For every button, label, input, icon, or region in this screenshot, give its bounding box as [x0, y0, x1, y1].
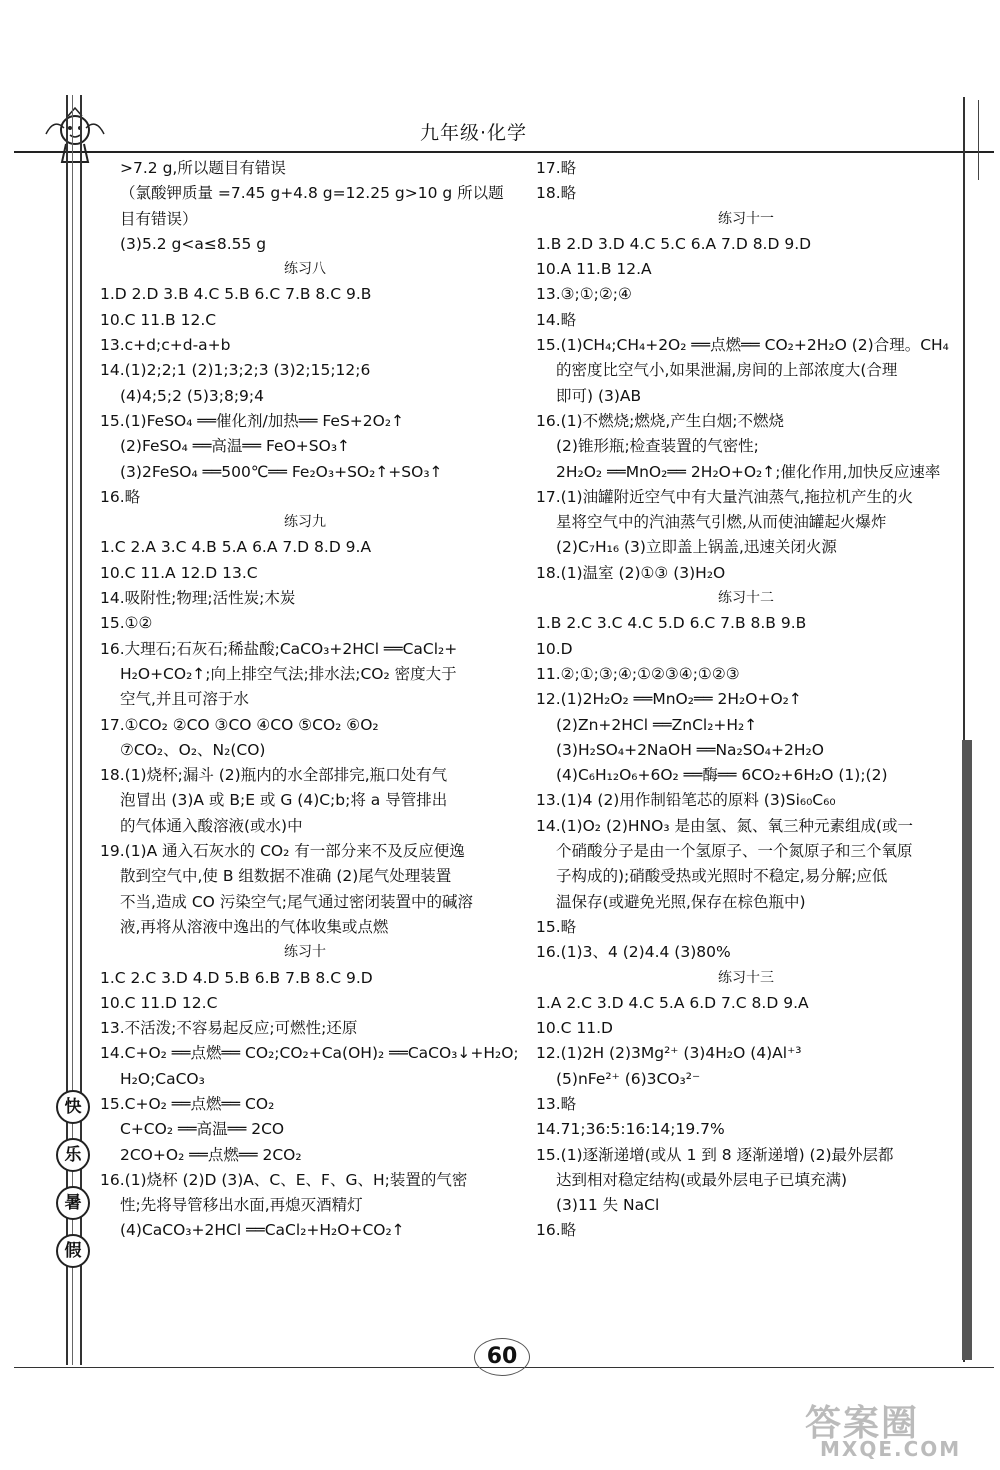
answer-line: (3)2FeSO₄ ══500℃══ Fe₂O₃+SO₂↑+SO₃↑ [120, 462, 443, 481]
answer-line: 11.②;①;③;④;①②③④;①②③ [536, 664, 740, 683]
answer-line: 10.A 11.B 12.A [536, 260, 652, 279]
answer-line: 13.不活泼;不容易起反应;可燃性;还原 [100, 1019, 358, 1038]
answer-line: 16.大理石;石灰石;稀盐酸;CaCO₃+2HCl ══CaCl₂+ [100, 639, 458, 658]
answer-line: 14.吸附性;物理;活性炭;木炭 [100, 589, 296, 608]
answer-line: 的密度比空气小,如果泄漏,房间的上部浓度大(合理 [556, 361, 898, 380]
answer-line: 16.(1)不燃烧;燃烧,产生白烟;不燃烧 [536, 411, 784, 430]
answer-line: H₂O+CO₂↑;向上排空气法;排水法;CO₂ 密度大于 [120, 664, 457, 683]
badge-stack [56, 1090, 90, 1282]
watermark-logo: 答案圈 [805, 1403, 920, 1444]
section-heading: 练习八 [284, 261, 326, 278]
answer-line: ⑦CO₂、O₂、N₂(CO) [120, 740, 266, 759]
answer-line: (4)4;5;2 (5)3;8;9;4 [120, 386, 264, 405]
answer-line: 15.C+O₂ ══点燃══ CO₂ [100, 1094, 275, 1113]
answer-line: 14.略 [536, 310, 577, 329]
answer-line: 14.(1)O₂ (2)HNO₃ 是由氢、氮、氧三种元素组成(或一 [536, 816, 914, 835]
right-margin-tick [978, 100, 979, 180]
section-heading: 练习十一 [718, 210, 774, 227]
answer-line: 液,再将从溶液中逸出的气体收集或点燃 [120, 917, 389, 936]
answer-line: 空气,并且可溶于水 [120, 690, 249, 709]
answer-line: 17.①CO₂ ②CO ③CO ④CO ⑤CO₂ ⑥O₂ [100, 715, 379, 734]
answer-line: 1.A 2.C 3.D 4.C 5.A 6.D 7.C 8.D 9.A [536, 993, 809, 1012]
page-number: 60 [474, 1338, 530, 1376]
answer-line: 17.(1)油罐附近空气中有大量汽油蒸气,拖拉机产生的火 [536, 487, 914, 506]
answer-line: 1.C 2.C 3.D 4.D 5.B 6.B 7.B 8.C 9.D [100, 968, 373, 987]
answer-line: 12.(1)2H₂O₂ ══MnO₂══ 2H₂O+O₂↑ [536, 690, 802, 709]
answer-line: 10.C 11.B 12.C [100, 310, 217, 329]
answer-line: (5)nFe²⁺ (6)3CO₃²⁻ [556, 1069, 701, 1088]
answer-line: 1.D 2.D 3.B 4.C 5.B 6.C 7.B 8.C 9.B [100, 285, 372, 304]
badge-char: 暑 [56, 1186, 90, 1220]
answer-line: 14.C+O₂ ══点燃══ CO₂;CO₂+Ca(OH)₂ ══CaCO₃↓+H₂O; [100, 1044, 519, 1063]
answer-line: 16.略 [100, 487, 141, 506]
answer-line: 18.(1)温室 (2)①③ (3)H₂O [536, 563, 726, 582]
answer-line: 的气体通入酸溶液(或水)中 [120, 816, 303, 835]
answer-line: 散到空气中,使 B 组数据不准确 (2)尾气处理装置 [120, 867, 452, 886]
answer-column-right [536, 156, 956, 1244]
answer-line: (3)5.2 g<a≤8.55 g [120, 234, 267, 253]
answer-line: 不当,造成 CO 污染空气;尾气通过密闭装置中的碱溶 [120, 892, 474, 911]
answer-line: 19.(1)A 通入石灰水的 CO₂ 有一部分来不及反应便逸 [100, 842, 465, 861]
answer-line: 温保存(或避免光照,保存在棕色瓶中) [556, 892, 806, 911]
answer-line: 16.(1)烧杯 (2)D (3)A、C、E、F、G、H;装置的气密 [100, 1170, 468, 1189]
answer-line: 1.B 2.D 3.D 4.C 5.C 6.A 7.D 8.D 9.D [536, 234, 812, 253]
answer-line: 15.略 [536, 917, 577, 936]
answer-line: (3)H₂SO₄+2NaOH ══Na₂SO₄+2H₂O [556, 740, 824, 759]
answer-line: 17.略 [536, 159, 577, 177]
right-margin-band [962, 740, 972, 1360]
answer-line: 目有错误） [120, 209, 198, 228]
answer-line: 泡冒出 (3)A 或 B;E 或 G (4)C;b;将 a 导管排出 [120, 791, 448, 810]
badge-char: 假 [56, 1234, 90, 1268]
answer-line: >7.2 g,所以题目有错误 [120, 159, 286, 177]
answer-column-left [100, 156, 519, 1244]
answer-line: 13.c+d;c+d-a+b [100, 336, 231, 355]
answer-line: C+CO₂ ══高温══ 2CO [120, 1120, 285, 1139]
badge-char: 乐 [56, 1138, 90, 1172]
answer-line: 1.C 2.A 3.C 4.B 5.A 6.A 7.D 8.D 9.A [100, 538, 372, 557]
answer-line: (2)锥形瓶;检查装置的气密性; [556, 437, 759, 456]
section-heading: 练习九 [284, 514, 326, 531]
answer-line: 1.B 2.C 3.C 4.C 5.D 6.C 7.B 8.B 9.B [536, 614, 807, 633]
answer-line: 10.C 11.D [536, 1019, 613, 1038]
answer-line: 即可) (3)AB [556, 386, 642, 405]
answer-line: 2CO+O₂ ══点燃══ 2CO₂ [120, 1145, 302, 1164]
answer-line: (2)Zn+2HCl ══ZnCl₂+H₂↑ [556, 715, 758, 734]
answer-line: 13.(1)4 (2)用作制铅笔芯的原料 (3)Si₆₀C₆₀ [536, 791, 836, 810]
answer-line: 13.略 [536, 1094, 577, 1113]
answer-line: 16.(1)3、4 (2)4.4 (3)80% [536, 943, 731, 962]
answer-line: 子构成的);硝酸受热或光照时不稳定,易分解;应低 [556, 867, 888, 886]
answer-line: (2)C₇H₁₆ (3)立即盖上锅盖,迅速关闭火源 [556, 538, 837, 557]
header-rule [14, 151, 994, 153]
answer-line: 15.(1)CH₄;CH₄+2O₂ ══点燃══ CO₂+2H₂O (2)合理。CH₄ [536, 336, 949, 355]
answer-line: (2)FeSO₄ ══高温══ FeO+SO₃↑ [120, 437, 351, 456]
answer-line: 性;先将导管移出水面,再熄灭酒精灯 [120, 1196, 363, 1215]
answer-line: 14.(1)2;2;1 (2)1;3;2;3 (3)2;15;12;6 [100, 361, 371, 380]
answer-line: 个硝酸分子是由一个氢原子、一个氮原子和三个氧原 [556, 842, 913, 861]
answer-line: 15.①② [100, 614, 153, 633]
answer-line: 18.(1)烧杯;漏斗 (2)瓶内的水全部排完,瓶口处有气 [100, 766, 448, 785]
page-title: 九年级·化学 [420, 122, 528, 144]
answer-line: 13.③;①;②;④ [536, 285, 632, 304]
answer-line: 16.略 [536, 1221, 577, 1240]
answer-line: (3)11 失 NaCl [556, 1196, 660, 1215]
answer-line: 10.D [536, 639, 573, 658]
answer-line: 18.略 [536, 184, 577, 203]
answer-line: 14.71;36:5:16:14;19.7% [536, 1120, 725, 1139]
answer-line: 达到相对稳定结构(或最外层电子已填充满) [556, 1170, 848, 1189]
answer-line: 12.(1)2H (2)3Mg²⁺ (3)4H₂O (4)Al⁺³ [536, 1044, 802, 1063]
section-heading: 练习十二 [718, 590, 774, 607]
section-heading: 练习十 [284, 944, 326, 961]
answer-line: 15.(1)逐渐递增(或从 1 到 8 逐渐递增) (2)最外层都 [536, 1145, 894, 1164]
answer-line: H₂O;CaCO₃ [120, 1069, 205, 1088]
answer-line: 10.C 11.D 12.C [100, 993, 218, 1012]
watermark-url: MXQE.COM [820, 1437, 962, 1461]
badge-char: 快 [56, 1090, 90, 1124]
answer-line: (4)C₆H₁₂O₆+6O₂ ══酶══ 6CO₂+6H₂O (1);(2) [556, 766, 888, 785]
answer-line: (4)CaCO₃+2HCl ══CaCl₂+H₂O+CO₂↑ [120, 1221, 405, 1240]
answer-line: 星将空气中的汽油蒸气引燃,从而使油罐起火爆炸 [556, 513, 887, 532]
answer-line: 15.(1)FeSO₄ ══催化剂/加热══ FeS+2O₂↑ [100, 411, 405, 430]
section-heading: 练习十三 [718, 969, 774, 986]
answer-line: （氯酸钾质量 =7.45 g+4.8 g=12.25 g>10 g 所以题 [120, 184, 504, 203]
answer-line: 10.C 11.A 12.D 13.C [100, 563, 258, 582]
answer-line: 2H₂O₂ ══MnO₂══ 2H₂O+O₂↑;催化作用,加快反应速率 [556, 462, 941, 481]
